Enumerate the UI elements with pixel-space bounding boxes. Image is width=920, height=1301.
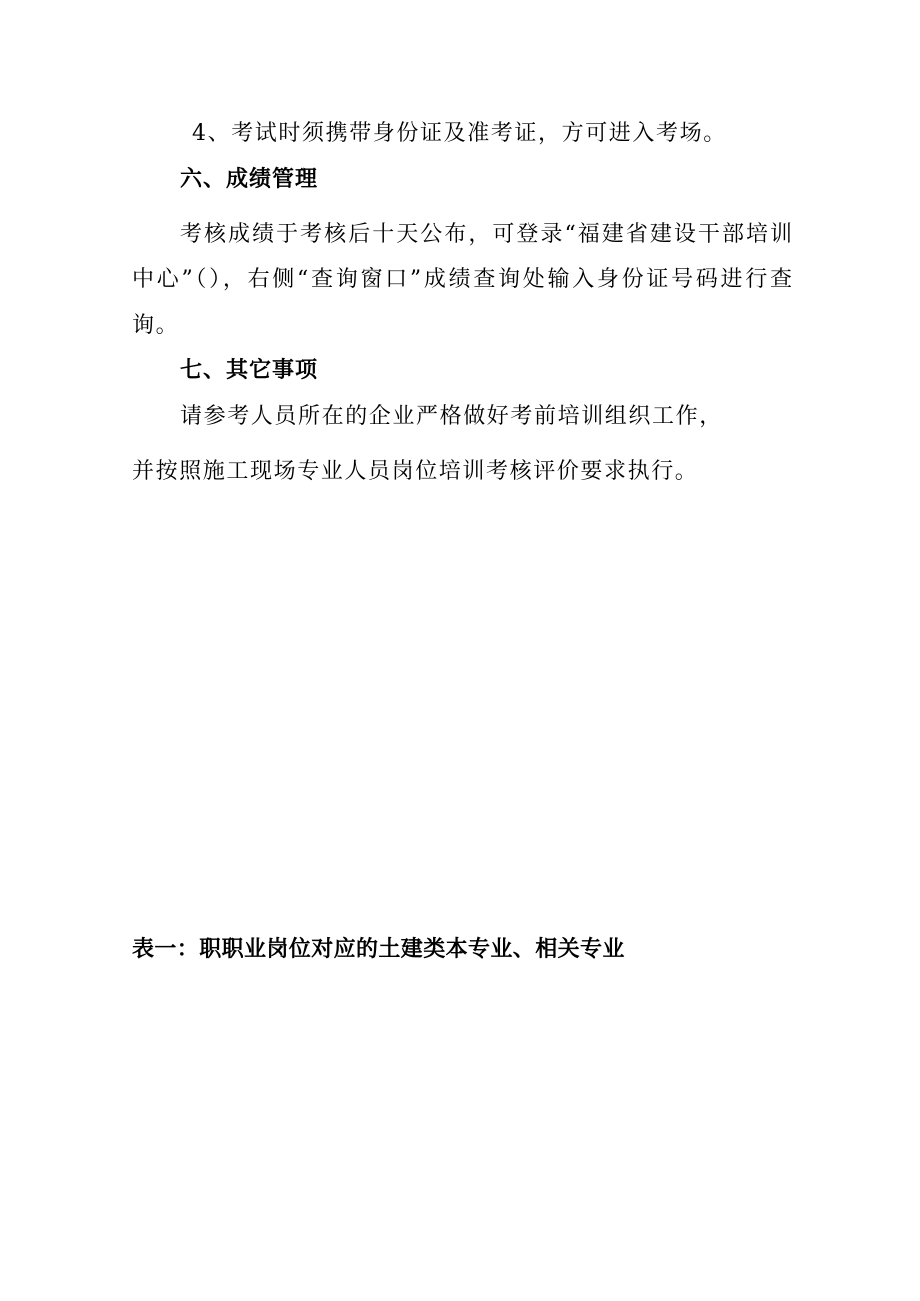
table-1-title: 表一：职职业岗位对应的土建类本专业、相关专业 <box>132 937 625 962</box>
section-7-heading: 七、其它事项 <box>180 358 319 383</box>
section-6-paragraph-line-1: 考核成绩于考核后十天公布，可登录“福建省建设干部培训 <box>180 222 792 247</box>
exam-requirement-item-4: 4、考试时须携带身份证及准考证，方可进入考场。 <box>192 121 727 146</box>
section-6-heading: 六、成绩管理 <box>180 167 319 192</box>
section-6-paragraph-line-2: 中心”（），右侧“查询窗口”成绩查询处输入身份证号码进行查 <box>132 267 792 292</box>
section-7-paragraph-line-2: 并按照施工现场专业人员岗位培训考核评价要求执行。 <box>132 459 699 484</box>
section-6-paragraph-line-3: 询。 <box>132 313 180 338</box>
section-7-paragraph-line-1: 请参考人员所在的企业严格做好考前培训组织工作， <box>180 404 723 429</box>
